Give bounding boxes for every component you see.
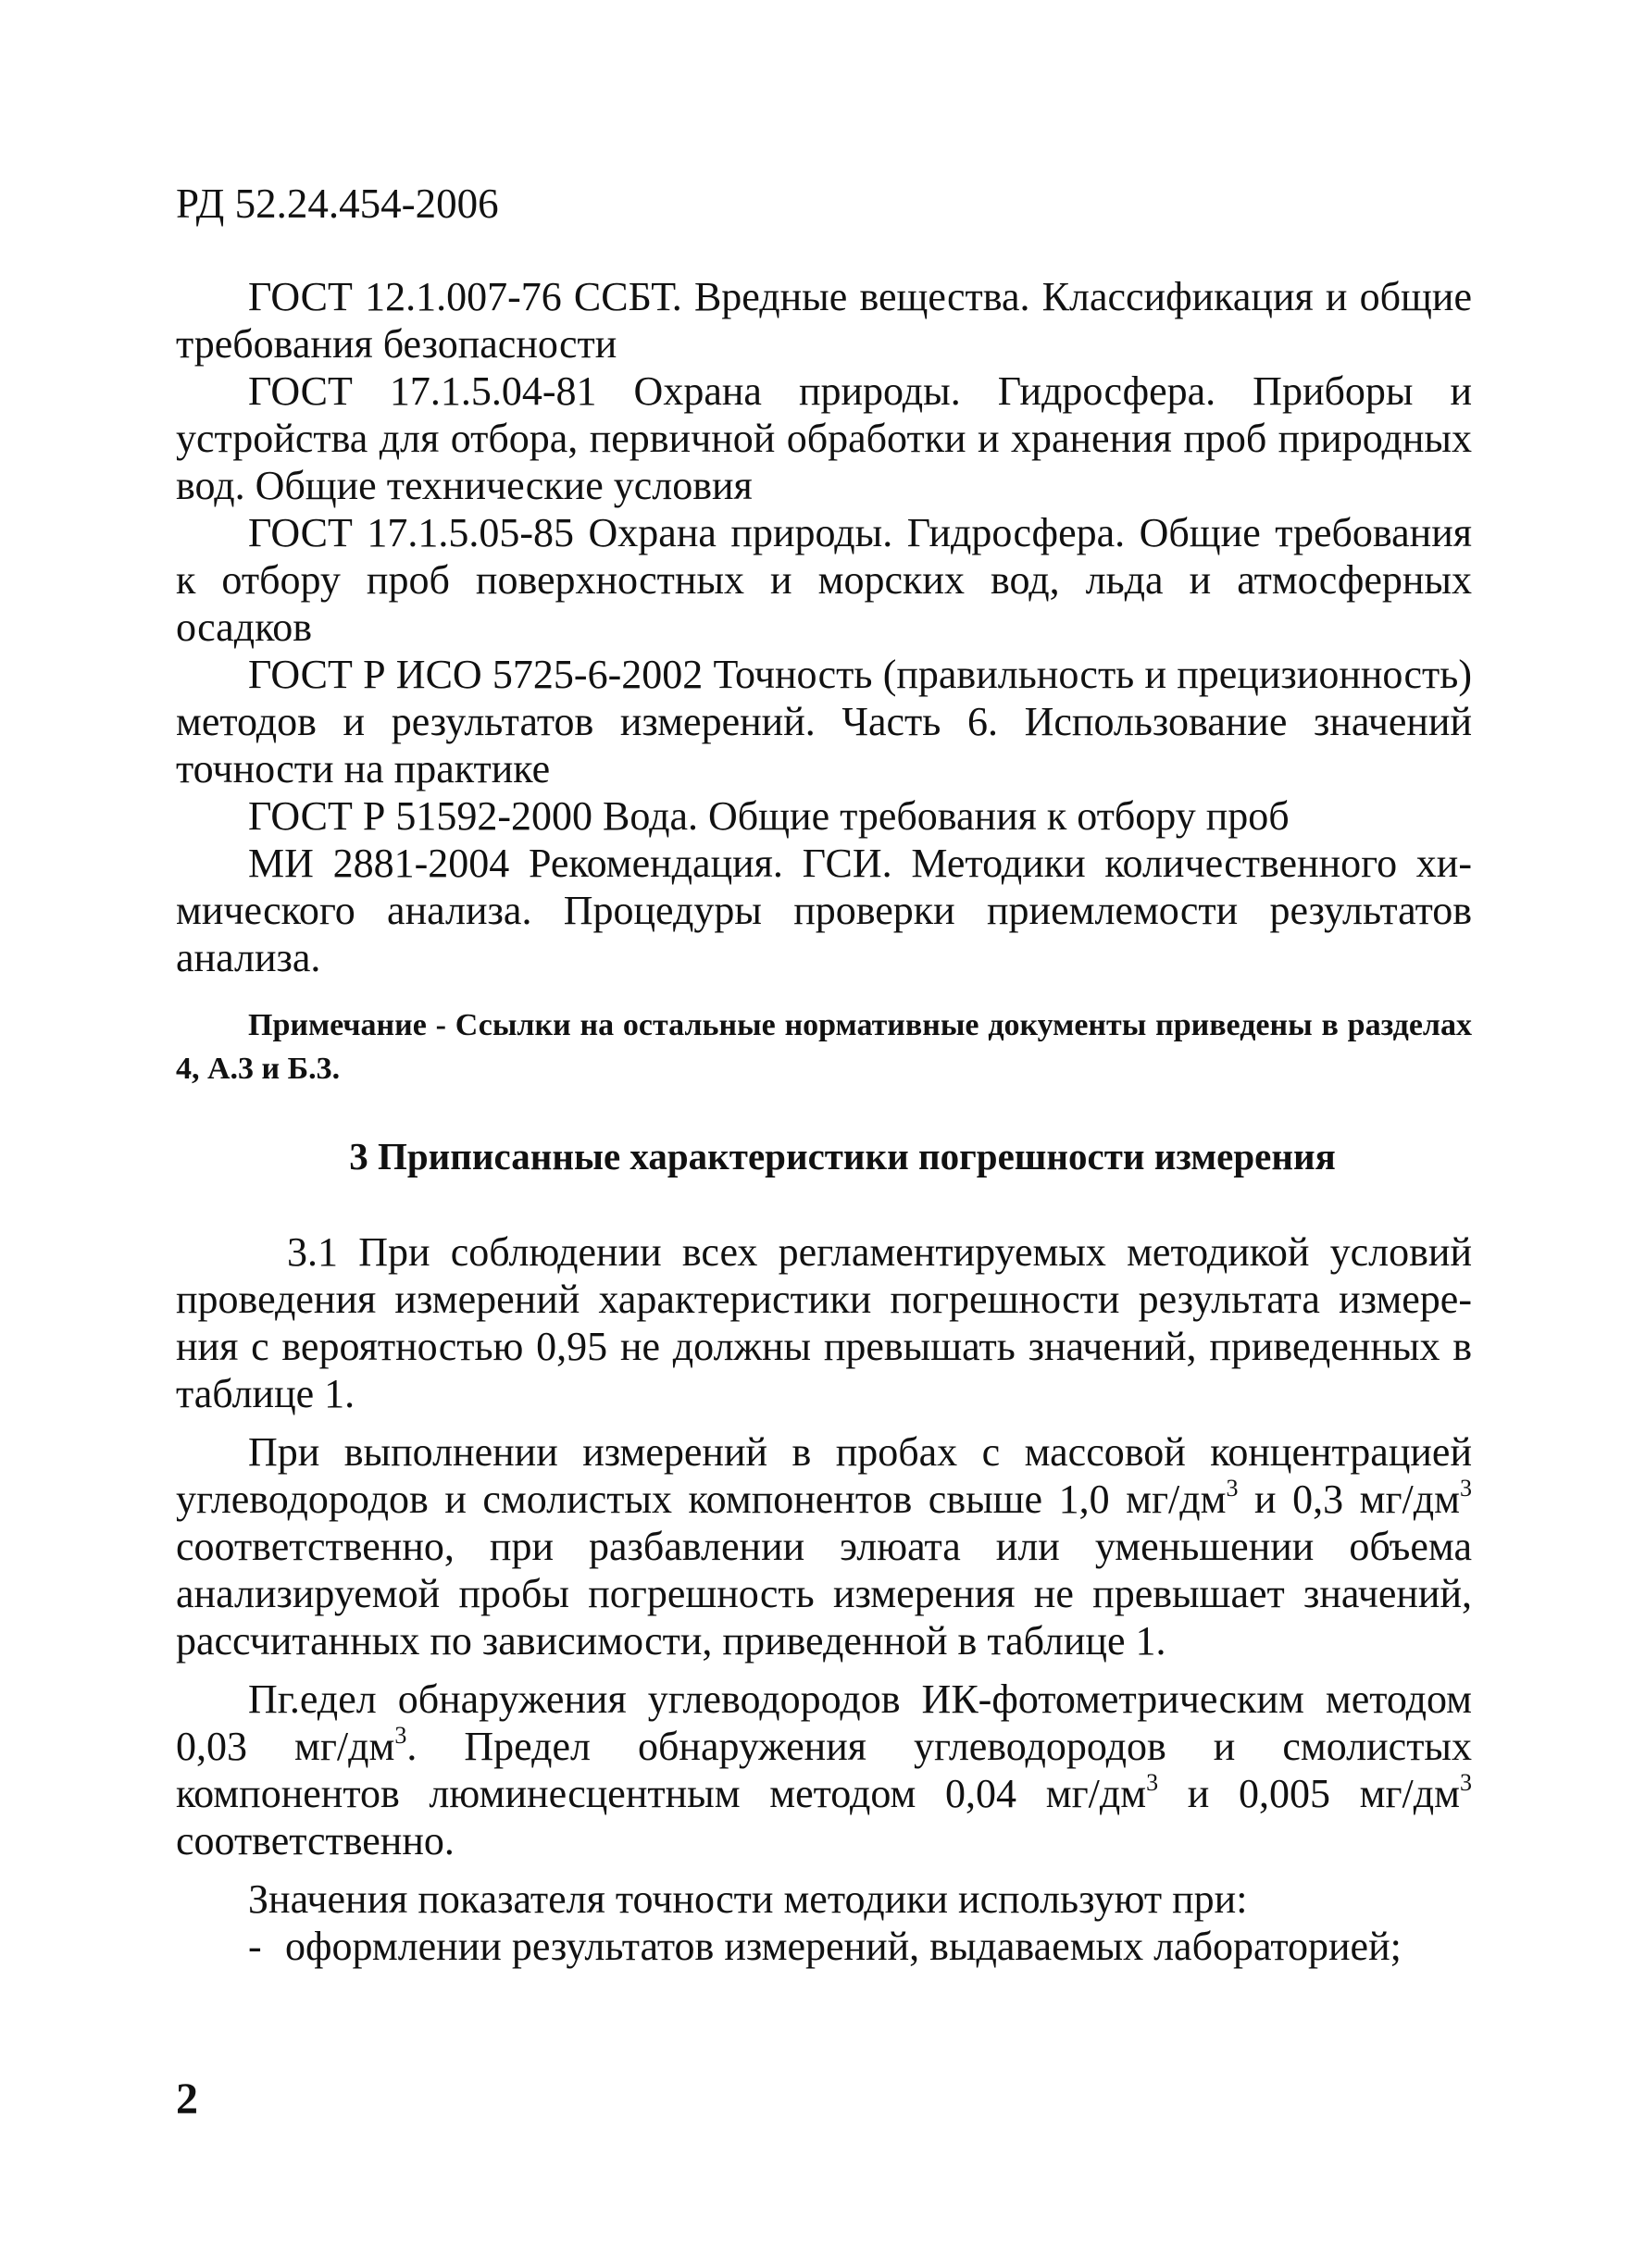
dilution-paragraph xyxy=(176,1428,1472,1664)
detection-text-part-1: Пг.едел обнаружения углеводородов ИК-фотометрическим методом 0,03 мг/дм xyxy=(176,1676,1472,1769)
superscript-cubed: 3 xyxy=(1459,1475,1472,1502)
page-number: 2 xyxy=(176,2075,198,2124)
detection-limit-paragraph xyxy=(176,1676,1472,1864)
note-paragraph: Примечание - Ссылки на остальные нормативные документы приведены в разделах 4, А.3 и Б.3. xyxy=(176,1008,1472,1086)
clause-3-1-paragraph: 3.1 При соблюдении всех регламентируемых методикой условий проведения измерений характеристики погрешности результата измерения с вероятностью 0,95 не должны превышать значений, приведенных в таблице 1. xyxy=(176,1229,1472,1416)
detection-text-part-4: соответственно. xyxy=(176,1818,455,1863)
reference-gost-12-1-007: ГОСТ 12.1.007-76 ССБТ. Вредные вещества. Классификация и общие требования безопасности xyxy=(176,274,1472,367)
dilution-text-part-3: соответственно, при разбавлении элюата или уменьшении объема анализируемой пробы погрешность измерения не превышает значений, рассчитанных по зависимости, приведенной в таблице 1. xyxy=(176,1524,1472,1664)
superscript-cubed: 3 xyxy=(394,1722,407,1749)
section-title: 3 Приписанные характеристики погрешности измерения xyxy=(349,1135,1336,1178)
list-item-text: оформлении результатов измерений, выдаваемых лабораторией; xyxy=(285,1924,1402,1969)
detection-text-part-2: . Предел обнаружения углеводородов и смолистых компонентов люминесцентным методом 0,04 мг/дм xyxy=(176,1724,1472,1816)
list-item xyxy=(176,1923,1472,1970)
document-body xyxy=(176,273,1472,1970)
reference-gost-17-1-5-04: ГОСТ 17.1.5.04-81 Охрана природы. Гидросфера. Приборы и устройства для отбора, первичной обработки и хранения проб природных вод. Общие технические условия xyxy=(176,368,1472,508)
superscript-cubed: 3 xyxy=(1226,1475,1239,1502)
reference-gost-r-iso-5725-6: ГОСТ Р ИСО 5725-6-2002 Точность (правильность и прецизионность) методов и результатов измерений. Часть 6. Использование значений точности на практике xyxy=(176,652,1472,791)
bullet-dash: - xyxy=(248,1924,262,1969)
detection-text-part-3: и 0,005 мг/дм xyxy=(1158,1771,1460,1816)
reference-gost-17-1-5-05: ГОСТ 17.1.5.05-85 Охрана природы. Гидросфера. Общие требования к отбору проб поверхностных и морских вод, льда и атмосферных осадков xyxy=(176,510,1472,650)
dilution-text-part-2: и 0,3 мг/дм xyxy=(1238,1477,1460,1522)
superscript-cubed: 3 xyxy=(1460,1769,1472,1796)
reference-gost-r-51592: ГОСТ Р 51592-2000 Вода. Общие требования к отбору проб xyxy=(248,793,1290,839)
document-code-header: РД 52.24.454-2006 xyxy=(176,181,499,227)
accuracy-usage-paragraph: Значения показателя точности методики используют при: xyxy=(248,1876,1248,1922)
dilution-text-part-1: При выполнении измерений в пробах с массовой концентрацией углеводородов и смолистых компонентов свыше 1,0 мг/дм xyxy=(176,1429,1472,1522)
superscript-cubed: 3 xyxy=(1146,1769,1159,1796)
reference-mi-2881: МИ 2881-2004 Рекомендация. ГСИ. Методики количественного химического анализа. Процедуры проверки приемлемости результатов анализа. xyxy=(176,841,1472,980)
